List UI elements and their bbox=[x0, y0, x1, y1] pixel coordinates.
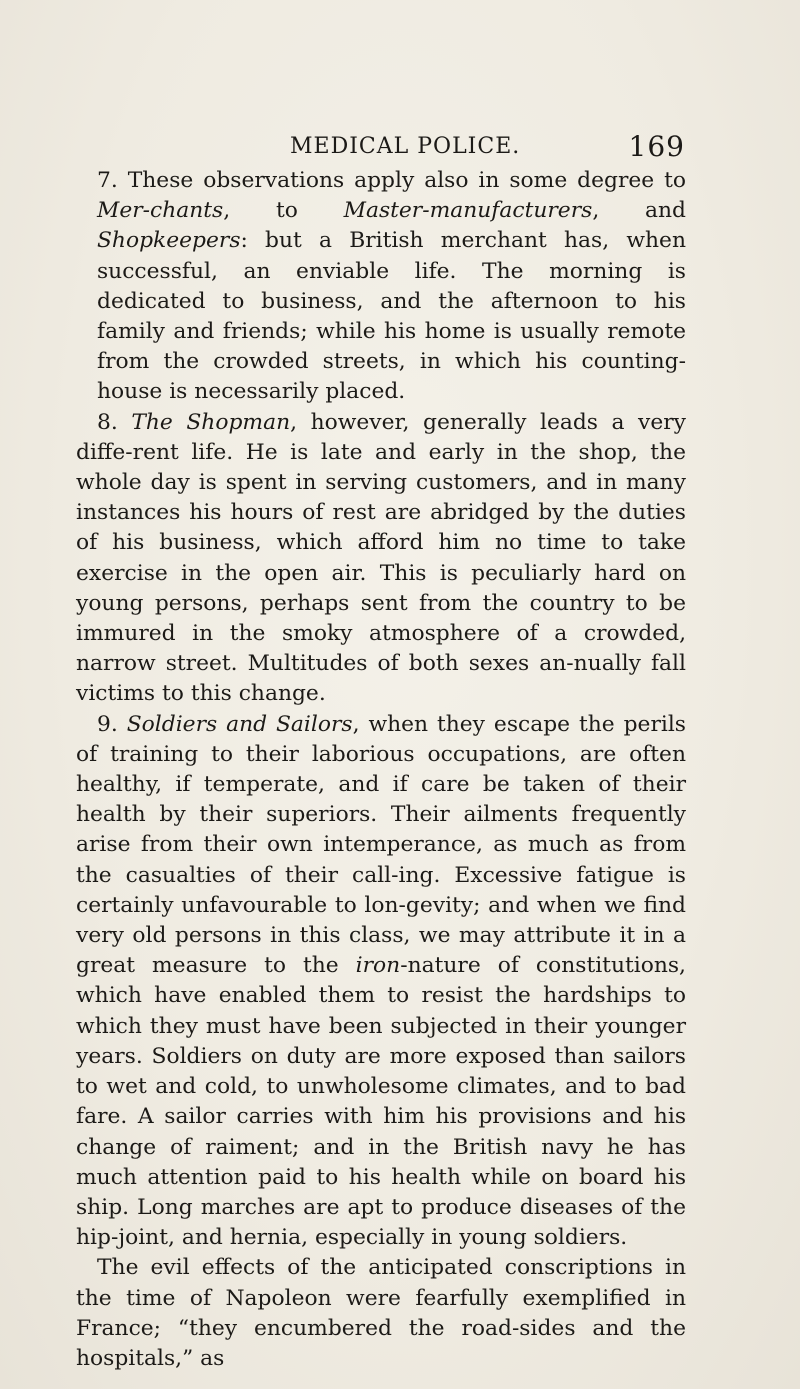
italic-run: Master-manufacturers bbox=[343, 198, 593, 224]
paragraph-8 bbox=[76, 408, 686, 710]
italic-run: Mer-chants bbox=[97, 198, 224, 224]
text-run: -nature of constitutions, which have enabled them to resist the hardships to which they must have been subjected in their younger years. Soldiers on duty are more exposed than sailors to wet and cold, to unwholesome climates, and to bad fare. A sailor carries with him his provisions and his change of raiment; and in the British navy he has much attention paid to his health while on board his ship. Long marches are apt to produce diseases of the hip-joint, and hernia, especially in young soldiers. bbox=[76, 953, 686, 1251]
text-run: , however, generally leads a very diffe-rent life. He is late and early in the shop, the whole day is spent in serving customers, and in many instances his hours of rest are abridged by the duties of his business, which afford him no time to take exercise in the open air. This is peculiarly hard on young persons, perhaps sent from the country to be immured in the smoky atmosphere of a crowded, narrow street. Multitudes of both sexes an-nually fall victims to this change. bbox=[76, 409, 686, 707]
page-number: 169 bbox=[628, 130, 685, 163]
text-run: The evil effects of the anticipated conscriptions in the time of Napoleon were fearfully exemplified in France; “they encumbered the road-sides and the hospitals,” as bbox=[76, 1255, 686, 1371]
italic-run: Shopkeepers bbox=[97, 228, 241, 254]
paragraph-napoleon bbox=[76, 1253, 686, 1374]
text-run: , and bbox=[592, 198, 687, 224]
running-head-title: MEDICAL POLICE. bbox=[290, 134, 521, 159]
italic-run: iron bbox=[355, 953, 401, 979]
text-run: , to bbox=[223, 198, 344, 224]
text-run: 9. bbox=[97, 711, 127, 737]
italic-run: Soldiers and Sailors bbox=[126, 711, 353, 737]
paragraph-7 bbox=[76, 166, 686, 408]
italic-run: The Shopman bbox=[131, 409, 291, 435]
text-run: , when they escape the perils of training to their laborious occupations, are often healthy, if temperate, and if care be taken of their health by their superiors. Their ailments frequently arise from their own intemperance, as much as from the casualties of their call-ing. Excessive fatigue is certainly unfavourable to lon-gevity; and when we find very old persons in this class, we may attribute it in a great measure to the bbox=[76, 711, 686, 979]
text-run: 7. These observations apply also in some degree to bbox=[97, 168, 686, 193]
paragraph-9 bbox=[76, 710, 686, 1254]
text-run: 8. bbox=[97, 409, 132, 435]
body-text bbox=[76, 166, 686, 1374]
text-run: : but a British merchant has, when successful, an enviable life. The morning is dedicated to business, and the afternoon to his family and friends; while his home is usually remote from the crowded streets, in which his counting-house is necessarily placed. bbox=[97, 228, 686, 405]
running-head bbox=[290, 130, 685, 166]
